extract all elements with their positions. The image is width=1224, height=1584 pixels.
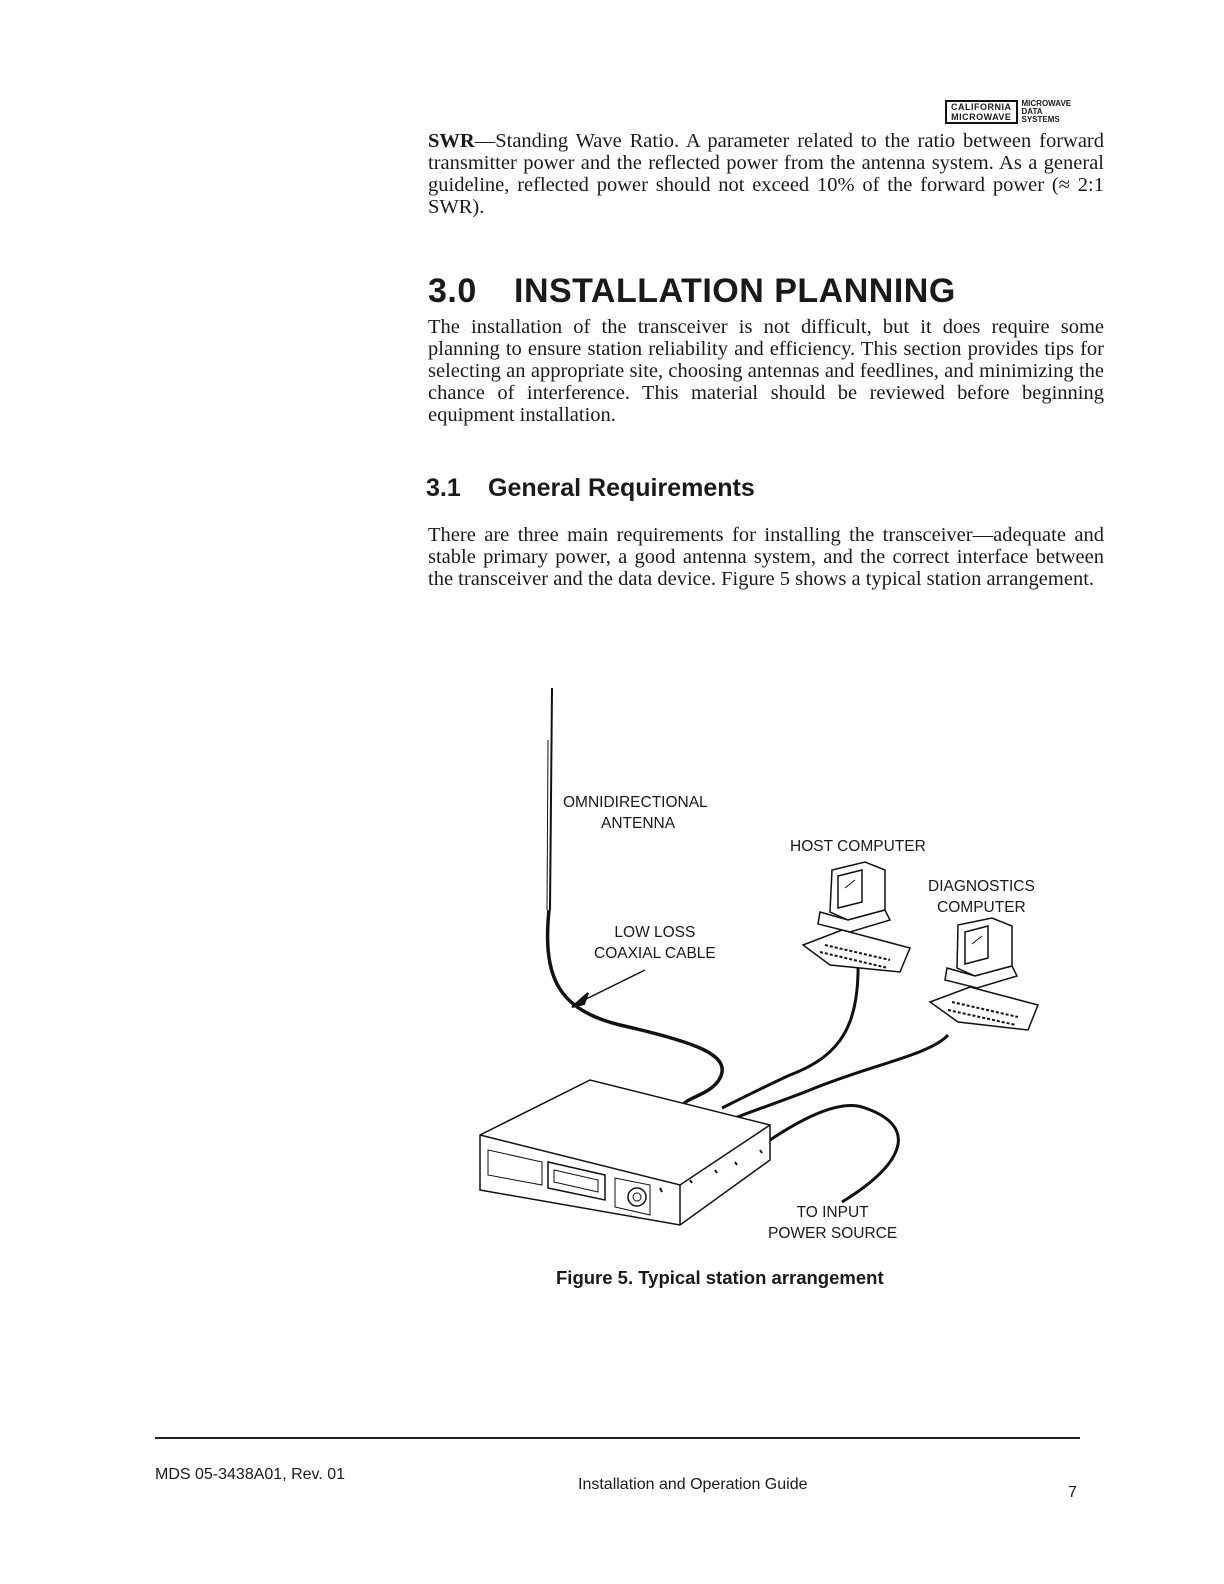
footer-title: Installation and Operation Guide (578, 1476, 808, 1493)
host-computer-label: HOST COMPUTER (790, 838, 926, 855)
logo-side-text (1022, 100, 1072, 124)
coax-label-line1: LOW LOSS (614, 924, 696, 941)
antenna-label-line2: ANTENNA (601, 815, 676, 832)
page-number: 7 (1068, 1484, 1077, 1501)
station-diagram (470, 680, 1070, 1260)
power-cable (770, 1106, 898, 1202)
diagnostics-computer (930, 918, 1038, 1030)
antenna-label-line1: OMNIDIRECTIONAL (563, 794, 708, 811)
figure-caption: Figure 5. Typical station arrangement (556, 1267, 884, 1288)
logo-side-line1: MICROWAVE (1021, 99, 1072, 108)
antenna-mast (550, 688, 552, 910)
coax-label (594, 922, 716, 964)
power-label (768, 1202, 897, 1244)
swr-term: SWR (428, 130, 475, 152)
logo-box (945, 100, 1018, 124)
company-logo (945, 100, 1071, 124)
section-3-number: 3.0 (428, 272, 477, 310)
logo-side-line3: SYSTEMS (1021, 115, 1060, 124)
logo-box-line1: CALIFORNIA (951, 102, 1012, 112)
footer-doc-id: MDS 05-3438A01, Rev. 01 (155, 1466, 346, 1483)
diagnostics-label-line2: COMPUTER (937, 899, 1026, 916)
section-3-heading (428, 272, 956, 311)
station-arrangement-figure (470, 680, 1070, 1260)
antenna-label (563, 792, 708, 834)
section-3-title: INSTALLATION PLANNING (514, 272, 956, 310)
transceiver-unit (480, 1080, 770, 1225)
host-cable (722, 955, 858, 1108)
host-computer (803, 862, 910, 972)
section-3-body: The installation of the transceiver is not difficult, but it does require some planning to ensure station reliability and efficiency. This section provides tips for selecting an appropriate site, choosing antennas and feedlines, and minimizing the chance of interference. This material should be reviewed before beginning equipment installation. (428, 316, 1104, 426)
swr-definition (428, 130, 1104, 218)
diagnostics-label (928, 876, 1035, 918)
section-3-1-title: General Requirements (488, 474, 755, 502)
coax-label-line2: COAXIAL CABLE (594, 945, 716, 962)
logo-side-line2: DATA (1021, 107, 1043, 116)
diagnostics-label-line1: DIAGNOSTICS (928, 878, 1035, 895)
power-label-line1: TO INPUT (796, 1204, 869, 1221)
swr-text: —Standing Wave Ratio. A parameter related to the ratio between forward transmitter power and the reflected power from the antenna system. As a general guideline, reflected power should not exceed 10% of the forward power (≈ 2:1 SWR). (428, 130, 1104, 218)
power-label-line2: POWER SOURCE (768, 1225, 898, 1242)
footer-rule (155, 1437, 1080, 1439)
section-3-1-number: 3.1 (426, 474, 461, 502)
section-3-1-heading (426, 474, 755, 503)
section-3-1-body: There are three main requirements for installing the transceiver—adequate and stable primary power, a good antenna system, and the correct interface between the transceiver and the data device. Figure 5 shows a typical station arrangement. (428, 524, 1104, 590)
logo-box-line2: MICROWAVE (951, 112, 1012, 122)
